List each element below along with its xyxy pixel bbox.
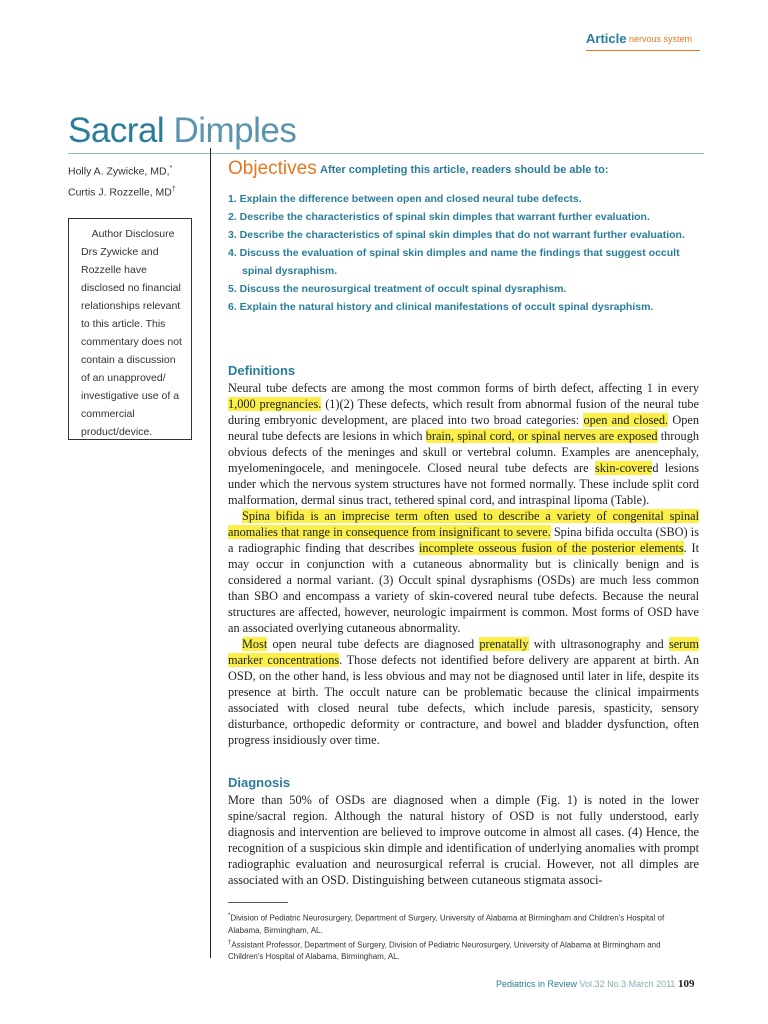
definitions-body [228,380,699,748]
author-disclosure-box [68,218,192,440]
title-rule [68,153,704,154]
highlight: incomplete osseous fusion of the posterior elements [418,541,684,555]
objective-item: 1. Explain the difference between open and closed neural tube defects. [228,193,582,205]
article-label: Article [586,31,627,46]
objectives-intro: After completing this article, readers should be able to: [320,164,609,176]
page-number: 109 [677,978,695,990]
paragraph: Neural tube defects are among the most common forms of birth defect, affecting 1 in every 1,000 pregnancies. (1)(2) These defects, which result from abnormal fusion of the neural tube during embryonic development, are placed into two broad categories: open and closed. Open neural tube defects are lesions in which brain, spinal cord, or spinal nerves are exposed through obvious defects of the meninges and skull or vertebral column. Examples are anencephaly, myelomeningocele, and meningocele. Closed neural tube defects are skin-covered lesions under which the nervous system structures have not formed normally. These include split cord malformation, dermal sinus tract, tethered spinal cord, and intraspinal lipoma (Table). [228,381,699,507]
footnote: *Division of Pediatric Neurosurgery, Department of Surgery, University of Alabama at Birmingham and Children's Hospital of Alabama, Birmingham, AL. [228,913,665,935]
author: Holly A. Zywicke, MD,* [68,165,173,178]
paragraph: More than 50% of OSDs are diagnosed when a dimple (Fig. 1) is noted in the lower spine/sacral region. Although the natural history of OSD is not fully understood, early diagnosis and intervention are believed to improve outcome in almost all cases. (4) Hence, the recognition of a suspicious skin dimple and identification of underlying anomalies with prompt radiographic evaluation and neurosurgical referral is crucial. However, not all dimples are associated with an OSD. Distinguishing between cutaneous stigmata associ- [228,793,699,887]
paragraph: Most open neural tube defects are diagnosed prenatally with ultrasonography and serum marker concentrations. Those defects not identified before delivery are apparent at birth. An OSD, on the other hand, is less obvious and may not be diagnosed until later in life, despite its presence at birth. The occult nature can be problematic because the clinical impairments associated with closed neural tube defects, which include paresis, spasticity, sensory disturbance, orthopedic deformity or contracture, and bowel and bladder dysfunction, often progress insidiously over time. [228,637,699,747]
objective-item: 3. Describe the characteristics of spinal skin dimples that do not warrant further evaluation. [228,229,685,241]
highlight: Spina bifida is an imprecise term often used to describe a variety of congenital spinal anomalies that range in consequence from insignificant to severe. [228,509,699,539]
objective-item: 2. Describe the characteristics of spinal skin dimples that warrant further evaluation. [228,211,650,223]
footnote-rule [228,902,288,903]
diagnosis-body [228,792,699,888]
title-word-1: Sacral [68,111,165,150]
footnote: †Assistant Professor, Department of Surgery, Division of Pediatric Neurosurgery, University of Alabama at Birmingham and Children's Hospital of Alabama, Birmingham, AL. [228,939,661,962]
footnotes [228,910,698,963]
objective-item: 5. Discuss the neurosurgical treatment of occult spinal dysraphism. [228,283,567,295]
header-rule [586,50,700,51]
author: Curtis J. Rozzelle, MD† [68,185,176,198]
highlight: Most [242,637,268,651]
section-label: nervous system [629,34,693,44]
page-footer [496,978,694,990]
author-list [68,160,208,201]
objective-item: 6. Explain the natural history and clinical manifestations of occult spinal dysraphism. [228,301,654,313]
highlight: serum marker concentrations [228,637,699,667]
highlight: skin-covere [594,461,653,475]
journal-volume: Vol.32 No.3 March 2011 [579,979,676,989]
article-title [68,111,296,151]
column-divider [210,148,211,958]
highlight: brain, spinal cord, or spinal nerves are exposed [425,429,658,443]
highlight: 1,000 pregnancies. [228,397,322,411]
title-word-2: Dimples [173,111,297,150]
disclosure-text: Drs Zywicke and Rozzelle have disclosed no financial relationships relevant to this article. This commentary does not contain a discussion of an unapproved/ investigative use of a commercial product/device. [81,246,182,438]
diagnosis-heading: Diagnosis [228,775,291,790]
highlight: open and closed. [583,413,669,427]
objectives-heading: Objectives [228,158,317,179]
paragraph: Spina bifida is an imprecise term often used to describe a variety of congenital spinal anomalies that range in consequence from insignificant to severe. Spina bifida occulta (SBO) is a radiographic finding that describes incomplete osseous fusion of the posterior elements. It may occur in conjunction with a cutaneous abnormality but is clinically benign and is considered a normal variant. (3) Occult spinal dysraphisms (OSDs) are much less common than SBO and encompass a variety of skin-covered neural tube defects. Because the neural structures are affected, however, neurologic impairment is common. Most forms of OSD have an associated overlying cutaneous abnormality. [228,509,699,635]
highlight: prenatally [479,637,529,651]
definitions-heading: Definitions [228,363,296,378]
journal-name: Pediatrics in Review [496,979,578,989]
objective-item: 4. Discuss the evaluation of spinal skin dimples and name the findings that suggest occult spinal dysraphism. [228,247,680,277]
disclosure-heading: Author Disclosure [91,228,175,240]
objectives-list [228,190,708,316]
